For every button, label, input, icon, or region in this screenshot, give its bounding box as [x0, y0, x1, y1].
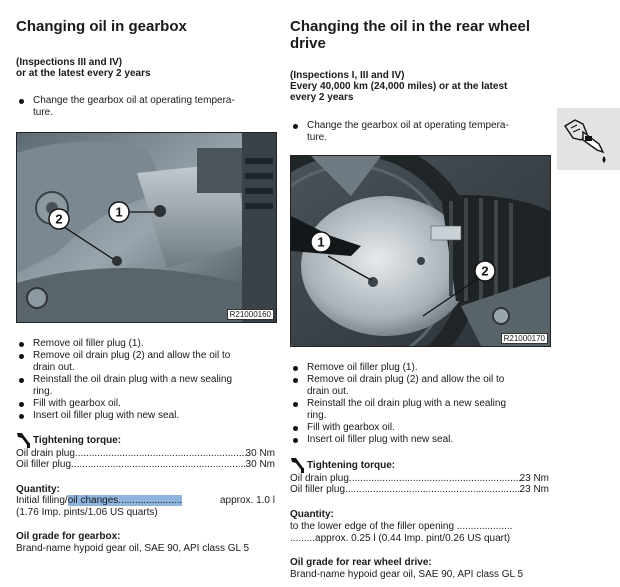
left-inspections [16, 57, 278, 79]
left-step-text: ring. [33, 386, 53, 397]
left-step-text: Insert oil filler plug with new seal. [33, 410, 180, 421]
right-inspections-line2: Every 40,000 km (24,000 miles) or at the latest [290, 81, 508, 92]
left-gearbox-photo [16, 132, 277, 323]
right-quantity-line2: .........approx. 0.25 l (0.44 Imp. pint/0.26 US quart) [290, 533, 511, 544]
right-quantity-heading: Quantity: [290, 509, 334, 520]
right-inspections-line1: (Inspections I, III and IV) [290, 70, 405, 81]
left-step [16, 374, 278, 398]
right-inspections-line3: every 2 years [290, 92, 354, 103]
right-title-line1: Changing the oil in the rear wheel [290, 18, 531, 35]
right-title [290, 18, 552, 52]
right-inspections [290, 70, 552, 103]
left-step-text: drain out. [33, 362, 75, 373]
left-torque-row [16, 459, 275, 470]
left-inspections-line1: (Inspections III and IV) [16, 57, 123, 68]
left-inspections-line2: or at the latest every 2 years [16, 68, 151, 79]
torque-label: Oil drain plug [16, 448, 75, 459]
right-step-text: Reinstall the oil drain plug with a new sealing [307, 398, 507, 409]
right-step [290, 422, 552, 434]
left-step [16, 410, 278, 422]
right-step [290, 398, 552, 422]
left-grade-text: Brand-name hypoid gear oil, SAE 90, API class GL 5 [16, 543, 250, 554]
left-step [16, 350, 278, 374]
side-tab [557, 108, 620, 170]
left-quantity-line2: (1.76 Imp. pints/1.06 US quarts) [16, 507, 158, 518]
left-photo-code: R21000160 [227, 309, 274, 320]
left-callout-2 [47, 207, 71, 231]
right-intro-bullet [290, 120, 552, 144]
right-torque-row [290, 484, 549, 495]
right-torque-row [290, 473, 549, 484]
right-quantity-line1: to the lower edge of the filler opening .................... [290, 521, 513, 532]
right-step-text: Remove oil drain plug (2) and allow the oil to [307, 374, 505, 385]
left-quantity-label-a: Initial filling/ [16, 495, 68, 506]
right-grade-heading: Oil grade for rear wheel drive: [290, 557, 432, 568]
left-grade-heading: Oil grade for gearbox: [16, 531, 121, 542]
left-callout-1 [107, 200, 131, 224]
right-step [290, 362, 552, 374]
torque-label: Oil filler plug [16, 459, 72, 470]
torque-value: 23 Nm [519, 484, 549, 495]
left-step-text: Remove oil filler plug (1). [33, 338, 144, 349]
right-callout-1 [309, 230, 333, 254]
right-step-text: drain out. [307, 386, 349, 397]
left-torque-heading-text: Tightening torque: [33, 435, 122, 446]
right-steps-list [290, 362, 552, 446]
torque-label: Oil filler plug [290, 484, 346, 495]
right-torque-heading-text: Tightening torque: [307, 460, 396, 471]
left-step [16, 398, 278, 410]
left-torque-row [16, 448, 275, 459]
left-intro-list [16, 95, 278, 119]
torque-value: 30 Nm [245, 459, 275, 470]
right-callout-2-label: 2 [481, 263, 489, 279]
right-step-text: Insert oil filler plug with new seal. [307, 434, 454, 445]
right-callout-2 [473, 259, 497, 283]
left-quantity-line1 [16, 495, 278, 506]
right-grade-text: Brand-name hypoid gear oil, SAE 90, API class GL 5 [290, 569, 524, 580]
right-intro-line2: ture. [307, 132, 328, 143]
left-step-text: Remove oil drain plug (2) and allow the oil to [33, 350, 231, 361]
left-intro-line2: ture. [33, 107, 54, 118]
left-step-text: Fill with gearbox oil. [33, 398, 121, 409]
left-step [16, 338, 278, 350]
torque-value: 30 Nm [245, 448, 275, 459]
left-callout-1-label: 1 [115, 204, 123, 220]
right-photo-code: R21000170 [501, 333, 548, 344]
left-intro-bullet [16, 95, 278, 119]
left-step-text: Reinstall the oil drain plug with a new sealing [33, 374, 233, 385]
left-title: Changing oil in gearbox [16, 18, 187, 35]
right-step [290, 434, 552, 446]
right-intro-list [290, 120, 552, 144]
torque-wrench-icon [290, 456, 306, 474]
right-step-text: Fill with gearbox oil. [307, 422, 395, 433]
right-rear-drive-photo [290, 155, 551, 347]
right-intro-line1: Change the gearbox oil at operating tempera- [307, 120, 509, 131]
torque-wrench-icon [16, 431, 32, 449]
left-quantity-heading: Quantity: [16, 484, 60, 495]
right-step-text: Remove oil filler plug (1). [307, 362, 418, 373]
oil-can-hand-icon [557, 108, 620, 170]
right-step-text: ring. [307, 410, 327, 421]
left-quantity-value: approx. 1.0 l [219, 495, 275, 506]
left-quantity-highlight: oil changes....................... [67, 495, 183, 506]
left-intro-line1: Change the gearbox oil at operating tempera- [33, 95, 235, 106]
right-callout-1-label: 1 [317, 234, 325, 250]
left-steps-list [16, 338, 278, 422]
right-step [290, 374, 552, 398]
right-title-line2: drive [290, 35, 326, 52]
left-callout-2-label: 2 [55, 211, 63, 227]
torque-value: 23 Nm [519, 473, 549, 484]
torque-label: Oil drain plug [290, 473, 349, 484]
